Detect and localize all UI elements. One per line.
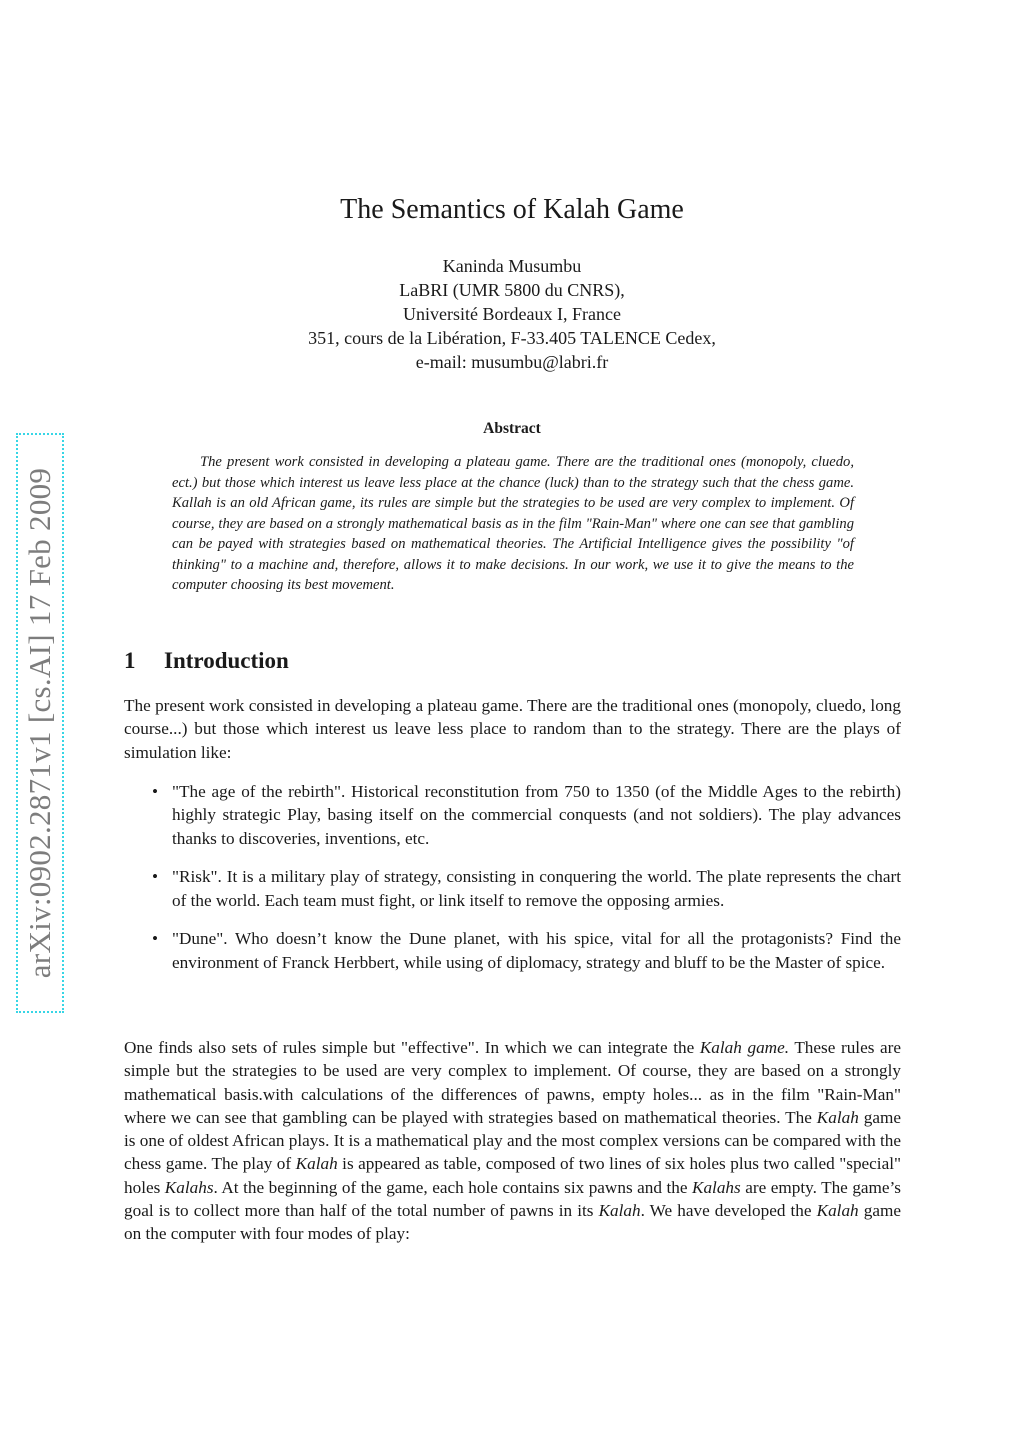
author-address: 351, cours de la Libération, F-33.405 TALENCE Cedex,	[308, 328, 716, 348]
list-item-text: "The age of the rebirth". Historical reconstitution from 750 to 1350 (of the Middle Ages to the rebirth) highly strategic Play, basing itself on the commercial conquests (and not soldiers). The play advances thanks to discoveries, inventions, etc.	[172, 782, 901, 848]
emphasis-kalah: Kalahs	[164, 1177, 214, 1197]
author-university: Université Bordeaux I, France	[403, 304, 621, 324]
section-number: 1	[124, 648, 136, 673]
author-block	[0, 254, 1024, 374]
author-email: e-mail: musumbu@labri.fr	[415, 352, 609, 372]
intro-paragraph: The present work consisted in developing a plateau game. There are the traditional ones (monopoly, cluedo, long course...) but those which interest us leave less place to random than to the strategy. There are the plays of simulation like:	[124, 696, 901, 762]
text-segment: game on the computer with four modes of play:	[124, 1201, 901, 1244]
list-item-text: "Dune". Who doesn’t know the Dune planet, with his spice, vital for all the protagonists? Find the environment of Franck Herbbert, while using of diplomacy, strategy and bluff to be the Master of spice.	[172, 929, 901, 972]
emphasis-kalah: Kalah game.	[699, 1038, 789, 1057]
abstract-heading: Abstract	[483, 420, 541, 437]
list-item	[124, 780, 901, 850]
emphasis-kalah: Kalahs	[692, 1177, 741, 1197]
emphasis-kalah: Kalah	[295, 1154, 338, 1174]
abstract-text: The present work consisted in developing a plateau game. There are the traditional ones (monopoly, cluedo, ect.) but those which interest us leave less place at the chance (luck) than to the strategy such that the chess game. Kallah is an old African game, its rules are simple but the strategies to be used are very complex to implement. Of course, they are based on a strongly mathematical basis as in the film "Rain-Man" where one can see that gambling can be payed with strategies based on mathematical theories. The Artificial Intelligence gives the possibility "of thinking" to a machine and, therefore, allows it to make decisions. In our work, we use it to give the means to the computer choosing its best movement.	[172, 454, 854, 593]
text-segment: One finds also sets of rules simple but "effective". In which we can integrate the	[124, 1038, 700, 1057]
author-name: Kaninda Musumbu	[442, 256, 582, 276]
paper-title: The Semantics of Kalah Game	[340, 194, 684, 225]
arxiv-identifier-stamp	[16, 433, 64, 1013]
list-item-text: "Risk". It is a military play of strategy, consisting in conquering the world. The plate represents the chart of the world. Each team must fight, or link itself to remove the opposing armies.	[172, 867, 901, 910]
list-item	[124, 927, 901, 974]
text-segment: . At the beginning of the game, each hole contains six pawns and the	[213, 1177, 692, 1197]
list-item	[124, 865, 901, 912]
emphasis-kalah: Kalah	[816, 1107, 859, 1127]
section-heading-introduction	[124, 648, 289, 674]
arxiv-id-text: arXiv:0902.2871v1 [cs.AI] 17 Feb 2009	[22, 467, 58, 979]
bullet-marker: •	[152, 929, 159, 949]
text-segment: . We have developed the	[640, 1201, 817, 1221]
bullet-marker: •	[152, 782, 159, 801]
game-examples-list	[124, 780, 901, 990]
closing-paragraph	[124, 1036, 901, 1246]
section-title: Introduction	[164, 648, 289, 673]
text-segment: These rules are simple but the strategies to be used are very complex to implement. Of course, they are based on a strongly mathematical basis.with calculations of the differences of pawns, empty holes... as in the film "Rain-Man" where we can see that gambling can be played with strategies based on mathematical theories. The	[124, 1038, 901, 1127]
bullet-marker: •	[152, 867, 159, 887]
emphasis-kalah: Kalah	[816, 1201, 859, 1221]
emphasis-kalah: Kalah	[598, 1201, 641, 1221]
text-segment: are empty. The game’s goal is to collect more than half of the total number of pawns in its	[124, 1177, 901, 1221]
text-segment: is appeared as table, composed of two lines of six holes plus two called "special" holes	[124, 1154, 901, 1197]
author-lab: LaBRI (UMR 5800 du CNRS),	[399, 280, 625, 300]
text-segment: game is one of oldest African plays. It is a mathematical play and the most complex versions can be compared with the chess game. The play of	[124, 1107, 901, 1174]
